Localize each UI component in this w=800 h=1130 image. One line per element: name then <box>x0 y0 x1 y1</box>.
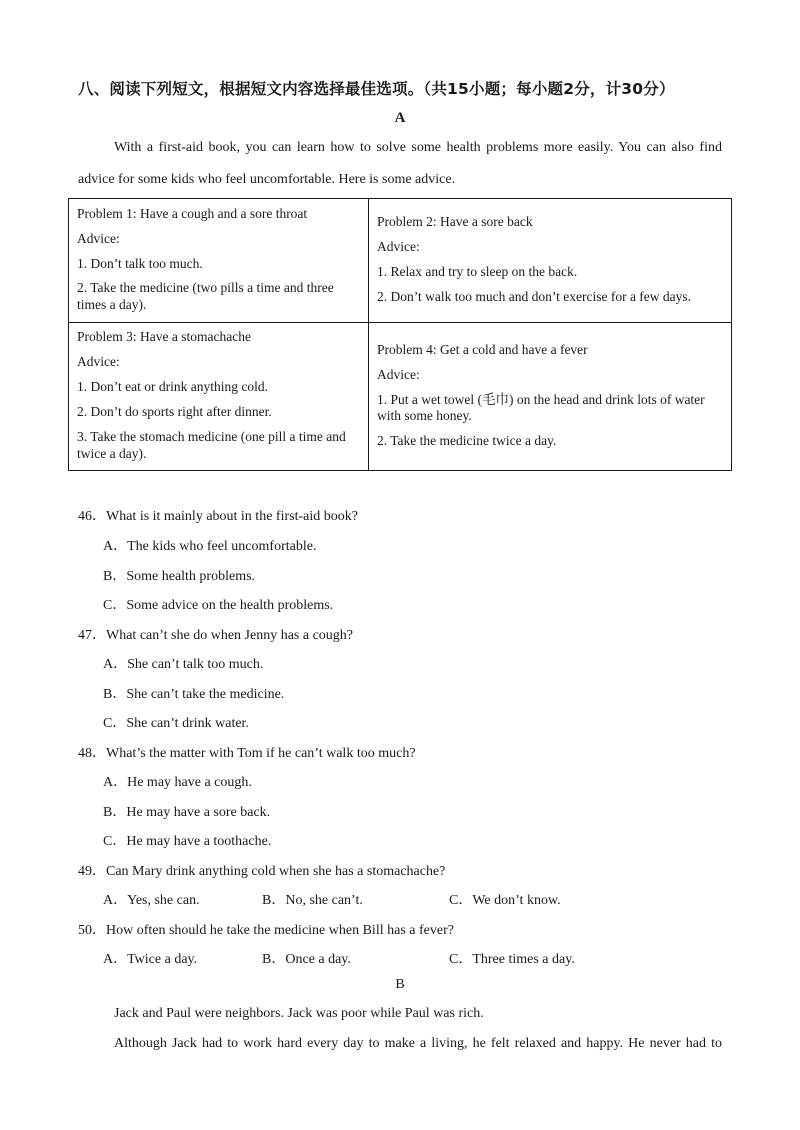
intro-line-1: With a first-aid book, you can learn how to solve some health problems more easily. You can also find <box>114 140 722 155</box>
problem-3-title: Problem 3: Have a stomachache <box>77 329 251 345</box>
question-49-option-b: B．No, she can’t. <box>262 893 363 908</box>
problem-1-title: Problem 1: Have a cough and a sore throat <box>77 205 308 221</box>
question-50-option-b: B．Once a day. <box>262 952 351 967</box>
passage-b-line-2: Although Jack had to work hard every day to make a living, he felt relaxed and happy. He never had to <box>114 1036 722 1051</box>
question-46-option-b: B．Some health problems. <box>103 569 256 584</box>
section-heading: 八、阅读下列短文，根据短文内容选择最佳选项。（共15小题；每小题2分，计30分） <box>78 80 675 98</box>
question-47-stem: 47．What can’t she do when Jenny has a cough? <box>78 628 353 643</box>
problem-2-advice-label: Advice: <box>377 239 420 255</box>
question-46-stem: 46．What is it mainly about in the first-aid book? <box>78 509 358 524</box>
problem-1-advice-label: Advice: <box>77 230 120 246</box>
problem-3-advice-3: 3. Take the stomach medicine (one pill a time and twice a day). <box>77 428 346 461</box>
problem-2-advice-2: 2. Don’t walk too much and don’t exercise for a few days. <box>377 288 692 304</box>
problem-4-advice-1: 1. Put a wet towel (毛巾) on the head and drink lots of water with some honey. <box>377 391 705 424</box>
question-50-stem: 50．How often should he take the medicine when Bill has a fever? <box>78 923 454 938</box>
problem-1-advice-1: 1. Don’t talk too much. <box>77 255 203 271</box>
problem-1-cell <box>69 199 369 323</box>
problem-2-title: Problem 2: Have a sore back <box>377 214 533 230</box>
problem-2-advice-1: 1. Relax and try to sleep on the back. <box>377 264 578 279</box>
problem-3-advice-1: 1. Don’t eat or drink anything cold. <box>77 379 268 395</box>
question-48-option-b: B．He may have a sore back. <box>103 805 271 820</box>
problem-3-advice-label: Advice: <box>77 354 120 370</box>
question-49-option-c: C．We don’t know. <box>449 893 561 908</box>
question-47-option-a: A．She can’t talk too much. <box>103 657 264 672</box>
problem-4-title: Problem 4: Get a cold and have a fever <box>377 341 588 357</box>
question-49-stem: 49．Can Mary drink anything cold when she has a stomachache? <box>78 864 446 879</box>
question-47-option-c: C．She can’t drink water. <box>103 716 249 731</box>
question-50-option-c: C．Three times a day. <box>449 952 575 967</box>
question-48-option-a: A．He may have a cough. <box>103 775 252 790</box>
problem-1-advice-2: 2. Take the medicine (two pills a time and three times a day). <box>77 280 334 313</box>
problem-4-cell <box>369 323 732 471</box>
question-49-option-a: A．Yes, she can. <box>103 893 200 908</box>
question-46-option-a: A．The kids who feel uncomfortable. <box>103 539 317 554</box>
problem-4-advice-label: Advice: <box>377 366 420 382</box>
question-48-stem: 48．What’s the matter with Tom if he can’t walk too much? <box>78 746 416 761</box>
problem-4-advice-2: 2. Take the medicine twice a day. <box>377 433 557 449</box>
problem-2-cell <box>369 199 732 323</box>
question-48-option-c: C．He may have a toothache. <box>103 834 272 849</box>
question-50-option-a: A．Twice a day. <box>103 952 198 967</box>
passage-b-line-1: Jack and Paul were neighbors. Jack was poor while Paul was rich. <box>114 1006 484 1021</box>
section-b-title: B <box>395 977 405 992</box>
intro-line-2: advice for some kids who feel uncomfortable. Here is some advice. <box>78 172 456 187</box>
problem-3-advice-2: 2. Don’t do sports right after dinner. <box>77 404 272 419</box>
question-46-option-c: C．Some advice on the health problems. <box>103 598 334 613</box>
problem-3-cell <box>69 323 369 471</box>
section-a-title: A <box>394 110 406 126</box>
question-47-option-b: B．She can’t take the medicine. <box>103 687 285 702</box>
advice-table <box>68 198 732 471</box>
